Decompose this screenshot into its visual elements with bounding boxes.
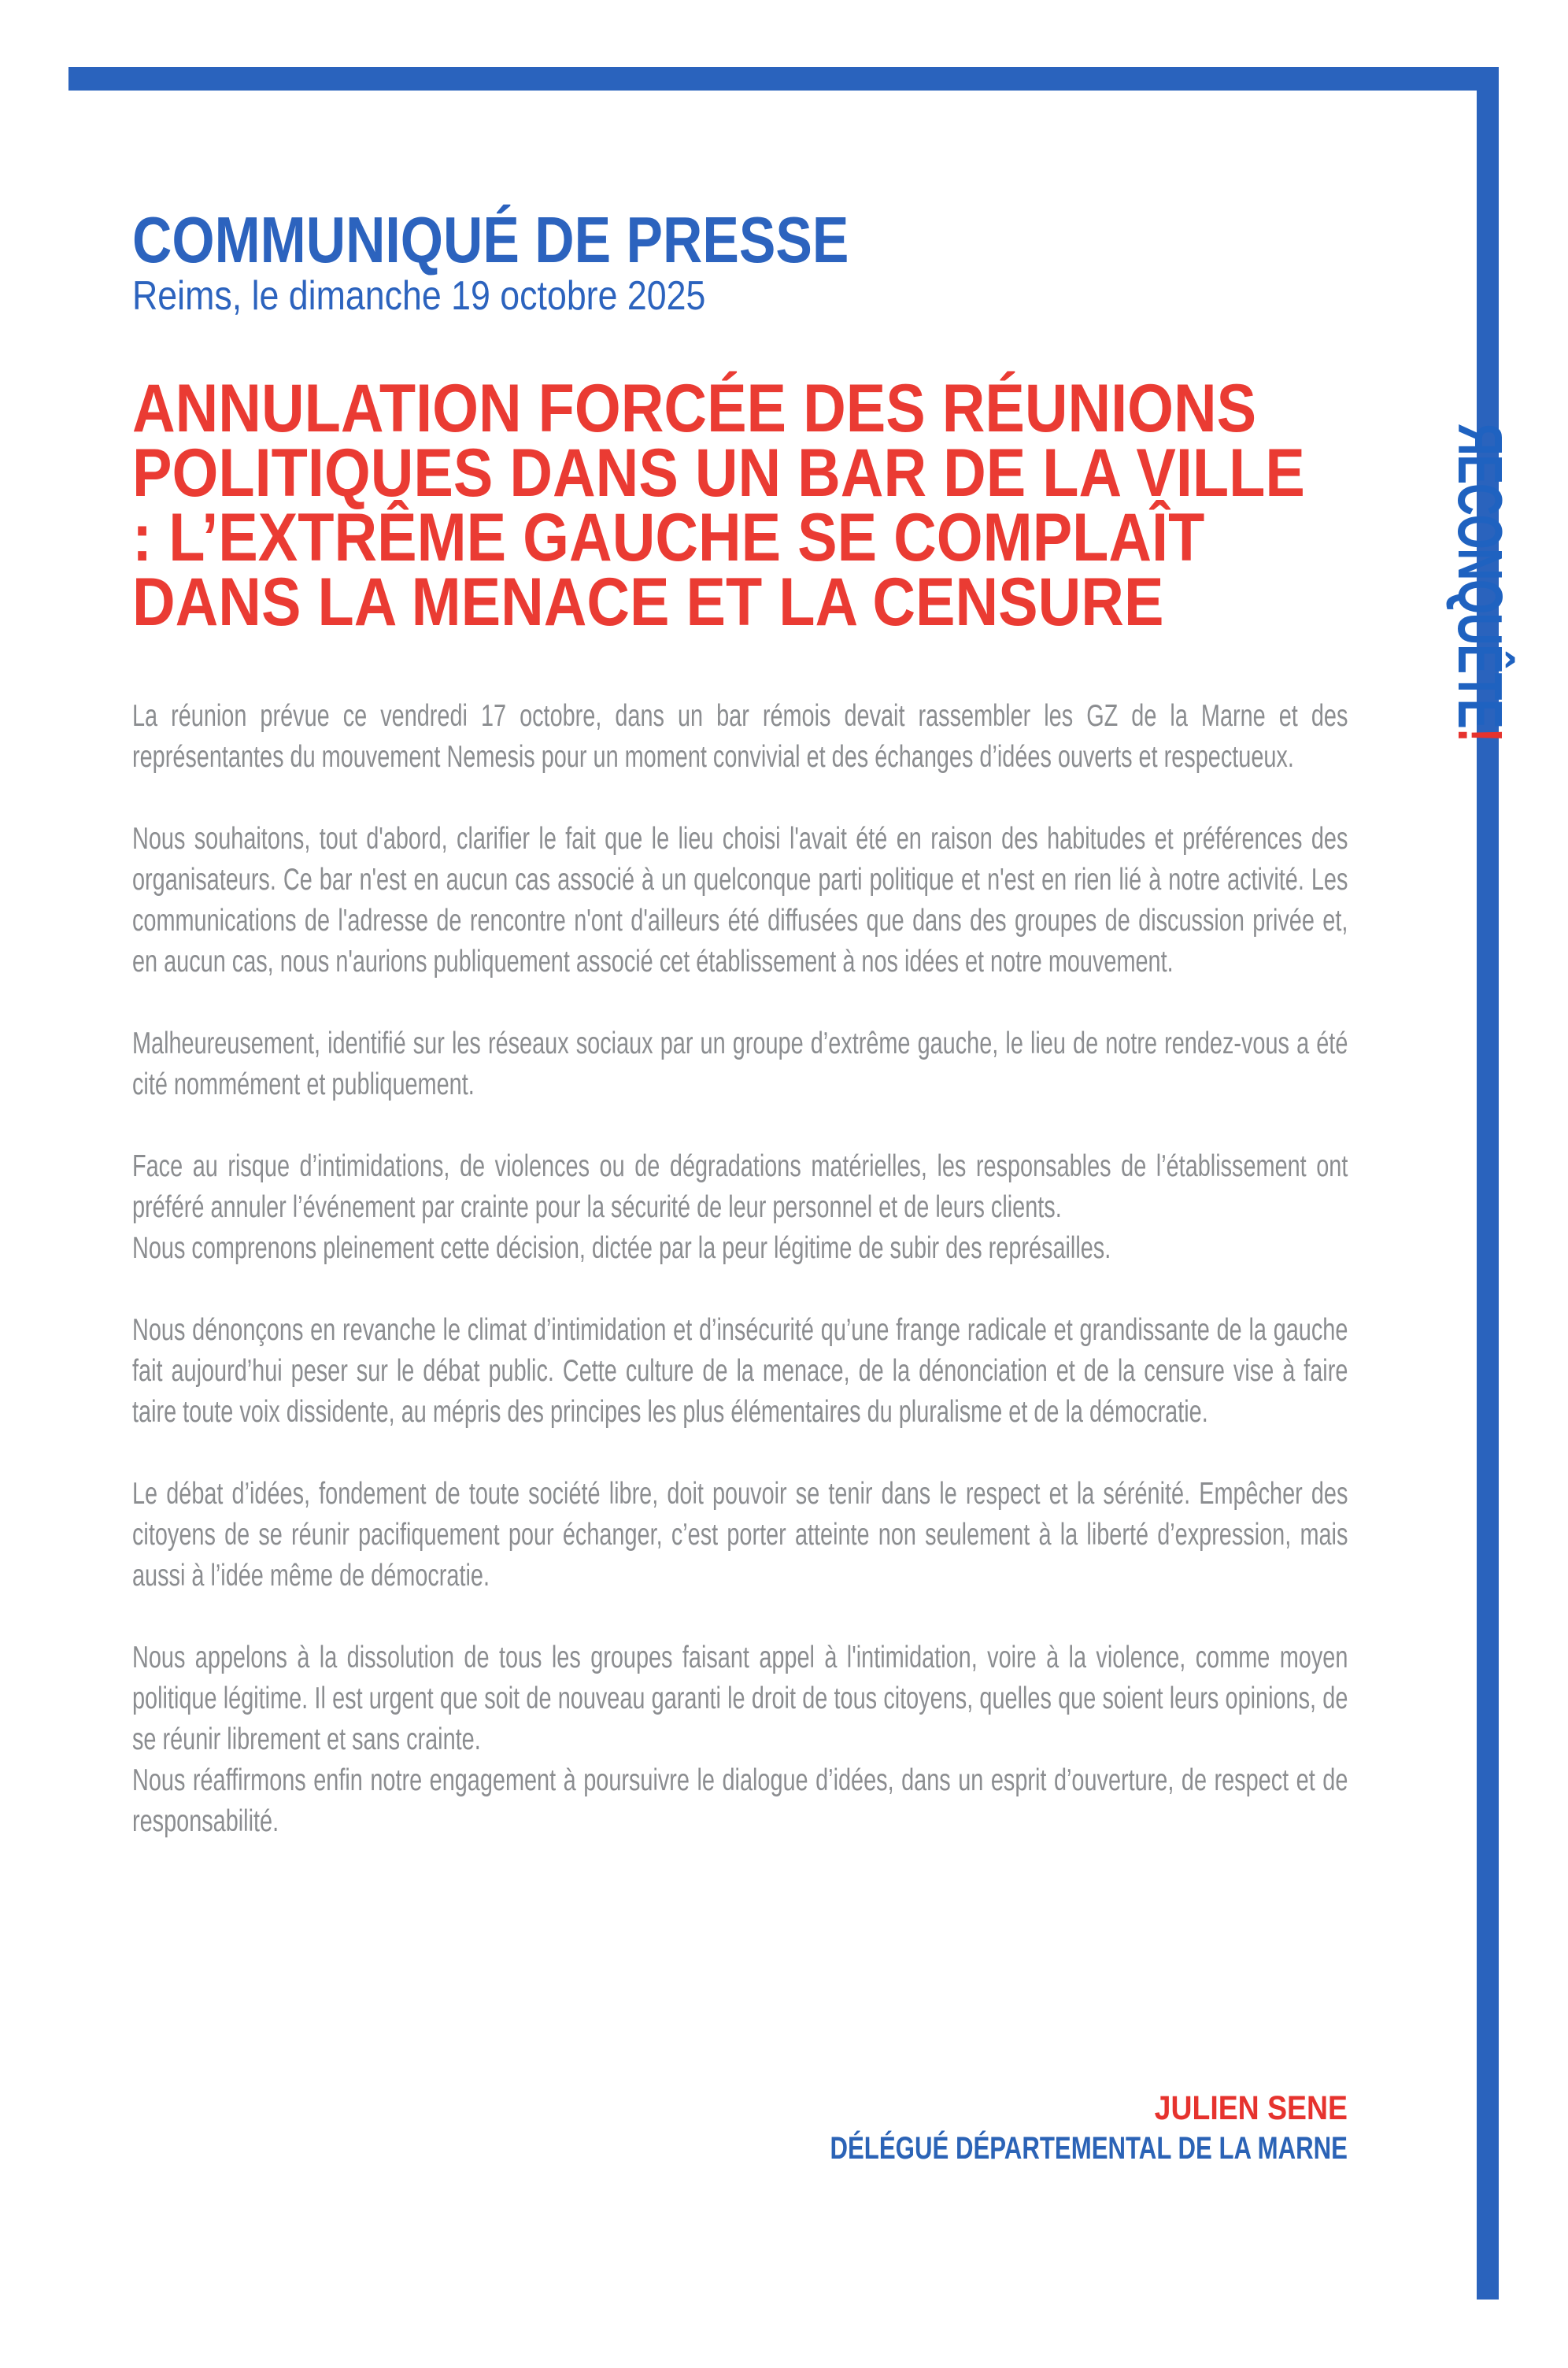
body-copy <box>132 696 1348 1842</box>
signature-block <box>132 2088 1348 2168</box>
reconquete-logo-text: ЯECONQUÊTE <box>1445 424 1515 728</box>
headline-line-2: POLITIQUES DANS UN BAR DE LA VILLE <box>132 435 1305 511</box>
press-release-kicker: COMMUNIQUÉ DE PRESSE <box>132 203 849 276</box>
headline-line-1: ANNULATION FORCÉE DES RÉUNIONS <box>132 371 1257 446</box>
paragraph: Nous souhaitons, tout d'abord, clarifier le fait que le lieu choisi l'avait été en raison des habitudes et préférences des organisateurs. Ce bar n'est en aucun cas associé à un quelconque parti politique et n'est en rien lié à notre activité. Les communications de l'adresse de rencontre n'ont d'ailleurs été diffusées que dans des groupes de discussion privée et, en aucun cas, nous n'aurions publiquement associé cet établissement à nos idées et notre mouvement. <box>132 822 1348 979</box>
paragraph: Nous comprenons pleinement cette décision, dictée par la peur légitime de subir des représailles. <box>132 1231 1111 1265</box>
top-border-bar <box>68 67 1499 91</box>
paragraph: Nous appelons à la dissolution de tous les groupes faisant appel à l'intimidation, voire à la violence, comme moyen politique légitime. Il est urgent que soit de nouveau garanti le droit de tous citoyens, quelles que soient leurs opinions, de se réunir librement et sans crainte. <box>132 1641 1348 1756</box>
right-border-bar <box>1477 67 1499 2300</box>
paragraph: La réunion prévue ce vendredi 17 octobre, dans un bar rémois devait rassembler les GZ de la Marne et des représentantes du mouvement Nemesis pour un moment convivial et des échanges d’idées ouverts et respectueux. <box>132 699 1348 774</box>
paragraph: Face au risque d’intimidations, de violences ou de dégradations matérielles, les responsables de l’établissement ont préféré annuler l’événement par crainte pour la sécurité de leur personnel et de leurs clients. <box>132 1149 1348 1224</box>
paragraph: Nous réaffirmons enfin notre engagement à poursuivre le dialogue d’idées, dans un esprit d’ouverture, de respect et de responsabilité. <box>132 1763 1348 1838</box>
signature-name: JULIEN SENE <box>1154 2089 1348 2127</box>
paragraph: Malheureusement, identifié sur les réseaux sociaux par un groupe d’extrême gauche, le lieu de notre rendez-vous a été cité nommément et publiquement. <box>132 1027 1348 1101</box>
paragraph: Le débat d’idées, fondement de toute société libre, doit pouvoir se tenir dans le respect et la sérénité. Empêcher des citoyens de se réunir pacifiquement pour échanger, c’est porter atteinte non seulement à la liberté d’expression, mais aussi à l’idée même de démocratie. <box>132 1477 1348 1593</box>
paragraph: Nous dénonçons en revanche le climat d’intimidation et d’insécurité qu’une frange radicale et grandissante de la gauche fait aujourd’hui peser sur le débat public. Cette culture de la menace, de la dénonciation et de la censure vise à faire taire toute voix dissidente, au mépris des principes les plus élémentaires du pluralisme et de la démocratie. <box>132 1313 1348 1429</box>
reconquete-logo-exclamation: ! <box>1445 727 1515 742</box>
dateline: Reims, le dimanche 19 octobre 2025 <box>132 273 706 319</box>
headline-line-4: DANS LA MENACE ET LA CENSURE <box>132 564 1164 640</box>
headline <box>132 371 1465 640</box>
signature-role: DÉLÉGUÉ DÉPARTEMENTAL DE LA MARNE <box>830 2131 1348 2166</box>
headline-line-3: : L’EXTRÊME GAUCHE SE COMPLAÎT <box>132 500 1205 575</box>
